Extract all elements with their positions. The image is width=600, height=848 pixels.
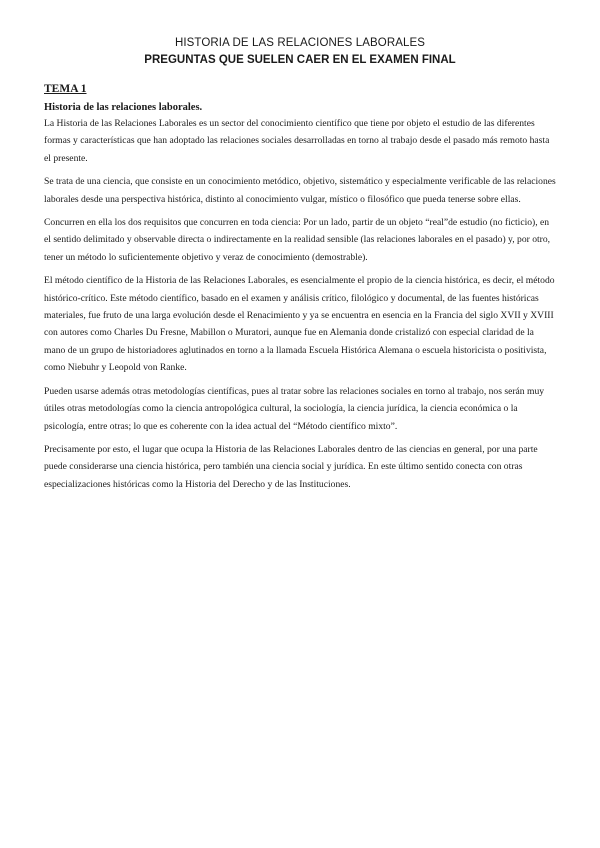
paragraph-3: Concurren en ella los dos requisitos que concurren en toda ciencia: Por un lado, partir de un objeto “real”de estudio (no ficticio), en el sentido delimitado y observable directa o indirectamente en la realidad sensible (las relaciones laborales en el pasado) y, por otro, tener un método lo suficientemente objetivo y veraz de conocimiento (demostrable). (44, 217, 551, 263)
paragraph-6: Precisamente por esto, el lugar que ocupa la Historia de las Relaciones Laborales dentro de las ciencias en general, por una parte puede considerarse una ciencia histórica, pero también una ciencia social y jurídica. En este último sentido conecta con otras especializaciones históricas como la Historia del Derecho y de las Instituciones. (44, 443, 538, 490)
paragraph-4: El método científico de la Historia de las Relaciones Laborales, es esencialmente el propio de la ciencia histórica, es decir, el método histórico-crítico. Este método científico, basado en el examen y análisis crítico, filológico y documental, de las fuentes históricas materiales, fue fruto de una larga evolución desde el Renacimiento y ya se encuentra en esencia en la Francia del siglo XVII y XVIII con autores como Charles Du Fresne, Mabillon o Muratori, aunque fue en Alemania donde cristalizó con especial claridad de la mano de un grupo de historiadores aglutinados en torno a la llamada Escuela Histórica Alemana o escuela historicista o positivista, como Niebuhr y Leopold von Ranke. (44, 275, 555, 374)
paragraph-1: La Historia de las Relaciones Laborales es un sector del conocimiento científico que tiene por objeto el estudio de las diferentes formas y características que han adoptado las relaciones sociales desarrolladas en torno al trabajo desde el pasado más remoto hasta el presente. (44, 118, 550, 164)
paragraph-5: Pueden usarse además otras metodologías científicas, pues al tratar sobre las relaciones sociales en torno al trabajo, nos serán muy útiles otras metodologías como la ciencia antropológica cultural, la sociología, la ciencia jurídica, la ciencia económica o la psicología, entre otras; lo que es coherente con la idea actual del “Método científico mixto”. (44, 385, 545, 432)
document-header-subtitle: PREGUNTAS QUE SUELEN CAER EN EL EXAMEN FINAL (144, 54, 456, 66)
section-title: TEMA 1 (44, 83, 87, 95)
paragraph-2: Se trata de una ciencia, que consiste en un conocimiento metódico, objetivo, sistemático y especialmente verificable de las relaciones laborales desde una perspectiva histórica, distinto al conocimiento vulgar, místico o filosófico que pueda tenerse sobre ellas. (44, 176, 556, 205)
section-subtitle: Historia de las relaciones laborales. (44, 102, 203, 113)
document-header-title: HISTORIA DE LAS RELACIONES LABORALES (174, 37, 426, 49)
